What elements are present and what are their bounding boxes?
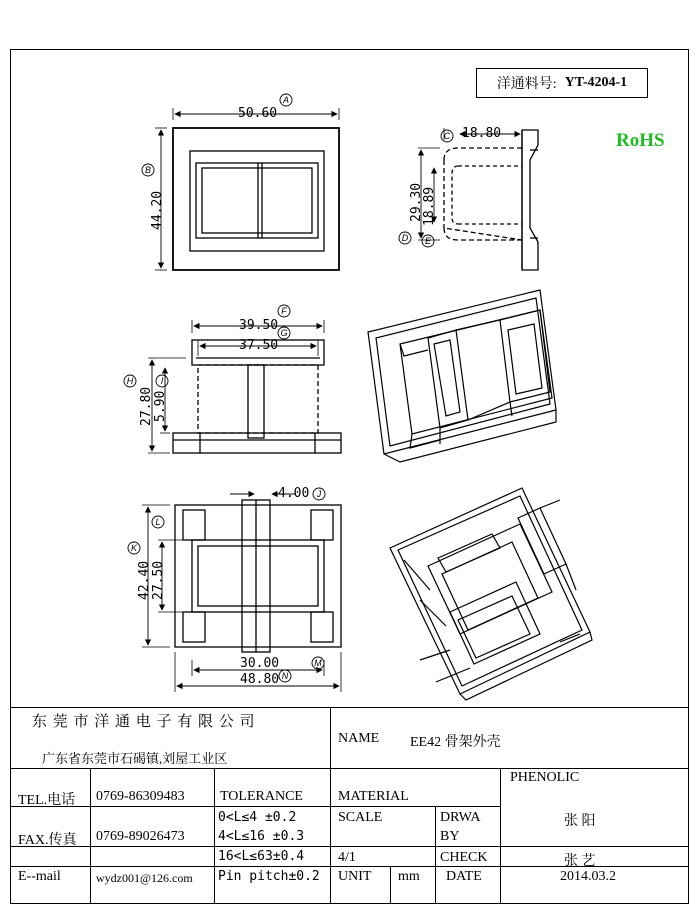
tolerance-label: TOLERANCE bbox=[220, 789, 303, 804]
company-address: 广东省东莞市石碣镇,刘屋工业区 bbox=[42, 751, 228, 766]
drawn-label-line1: DRWA bbox=[440, 810, 481, 825]
dim-h: 27.80 bbox=[139, 386, 154, 426]
marker-j: J bbox=[316, 489, 322, 499]
marker-h: H bbox=[126, 376, 134, 386]
check-label: CHECK bbox=[440, 850, 488, 865]
dim-m: 30.00 bbox=[240, 656, 280, 671]
marker-g: G bbox=[280, 328, 288, 338]
dim-i: 5.90 bbox=[153, 390, 168, 422]
marker-f: F bbox=[281, 306, 287, 316]
part-number-value: YT-4204-1 bbox=[564, 75, 628, 90]
marker-a: A bbox=[282, 95, 290, 105]
tolerance-row-1: 0<L≤4 ±0.2 bbox=[218, 810, 297, 825]
unit-label: UNIT bbox=[338, 869, 372, 884]
dim-a: 50.60 bbox=[238, 106, 278, 121]
part-number-label: 洋通料号: bbox=[496, 77, 557, 92]
marker-d: D bbox=[401, 233, 409, 243]
unit-value: mm bbox=[398, 869, 420, 884]
dim-f: 39.50 bbox=[239, 318, 279, 333]
dim-c2: 37.50 bbox=[239, 338, 279, 353]
fax-value: 0769-89026473 bbox=[96, 829, 185, 844]
dim-n: 48.80 bbox=[240, 672, 280, 687]
tel-value: 0769-86309483 bbox=[96, 789, 185, 804]
dim-k: 42.40 bbox=[137, 560, 152, 600]
fax-label: FAX.传真 bbox=[18, 833, 77, 848]
top-view bbox=[155, 108, 339, 270]
tolerance-row-2: 4<L≤16 ±0.3 bbox=[218, 829, 305, 844]
tolerance-row-3: 16<L≤63±0.4 bbox=[218, 849, 305, 864]
dim-j: 4.00 bbox=[278, 486, 310, 501]
marker-e: E bbox=[424, 236, 432, 246]
rohs-mark: RoHS bbox=[616, 130, 665, 151]
date-value: 2014.03.2 bbox=[560, 869, 616, 884]
scale-label: SCALE bbox=[338, 810, 383, 825]
dim-c1: 18.80 bbox=[462, 126, 502, 141]
drawn-value: 张 阳 bbox=[564, 814, 596, 829]
email-label: E--mail bbox=[18, 869, 61, 884]
scale-value: 4/1 bbox=[338, 850, 356, 865]
marker-m: M bbox=[314, 658, 322, 668]
material-label: MATERIAL bbox=[338, 789, 409, 804]
drawn-label-line2: BY bbox=[440, 829, 460, 844]
dim-d: 29.30 bbox=[409, 182, 424, 222]
marker-k: K bbox=[130, 543, 138, 553]
marker-n: N bbox=[281, 671, 289, 681]
marker-l: L bbox=[155, 517, 161, 527]
company-name: 东 莞 市 洋 通 电 子 有 限 公 司 bbox=[32, 714, 256, 730]
marker-c: C bbox=[443, 131, 451, 141]
isometric-view-top bbox=[368, 290, 556, 462]
dim-l: 27.50 bbox=[151, 560, 166, 600]
name-label: NAME bbox=[338, 731, 380, 746]
check-value: 张 艺 bbox=[564, 854, 596, 869]
email-value: wydz001@126.com bbox=[96, 871, 193, 885]
isometric-view-bottom bbox=[390, 488, 592, 700]
name-value: EE42 骨架外壳 bbox=[410, 735, 501, 750]
marker-i: I bbox=[160, 376, 164, 386]
dim-b: 44.20 bbox=[150, 190, 165, 230]
date-label: DATE bbox=[446, 869, 482, 884]
marker-b: B bbox=[144, 165, 152, 175]
dim-e: 18.89 bbox=[422, 186, 437, 226]
material-value: PHENOLIC bbox=[510, 770, 580, 785]
tel-label: TEL.电话 bbox=[18, 793, 76, 808]
tolerance-row-4: Pin pitch±0.2 bbox=[218, 869, 320, 884]
